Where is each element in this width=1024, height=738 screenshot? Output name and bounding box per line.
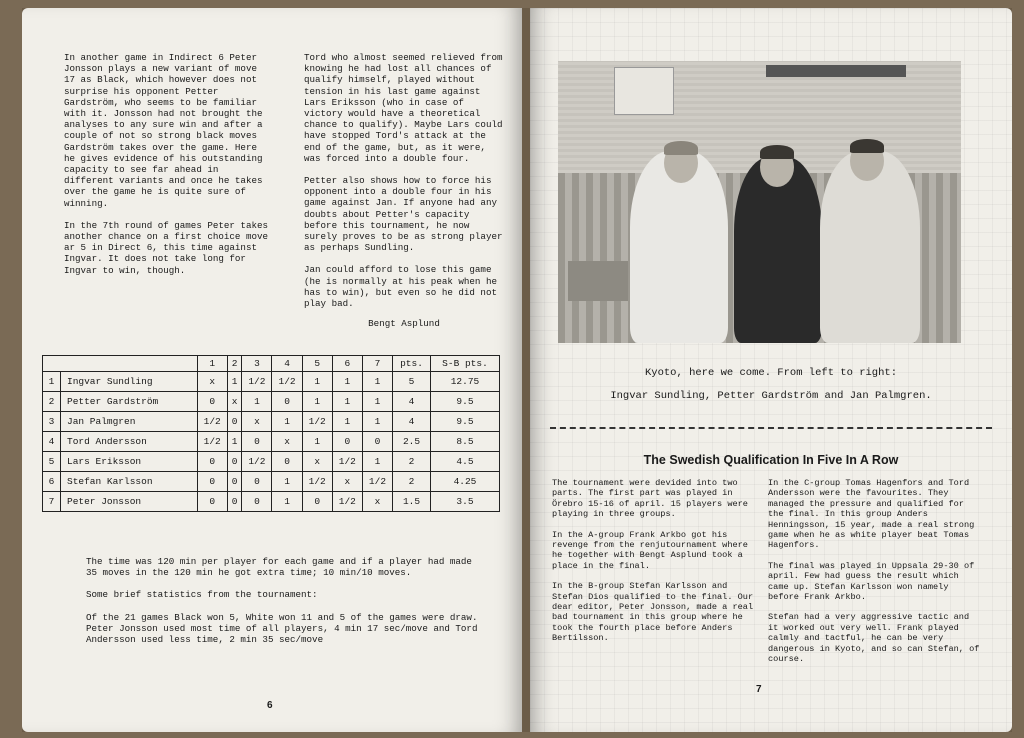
table-header: 6 [332, 356, 362, 372]
photo-bench [568, 261, 628, 301]
team-photo [558, 61, 961, 343]
statistics-text [86, 556, 486, 656]
table-header: 4 [272, 356, 302, 372]
table-cell: 0 [272, 452, 302, 472]
right-column-2 [768, 478, 980, 675]
table-header: 1 [197, 356, 227, 372]
page-number: 7 [756, 684, 762, 695]
table-cell: 4 [43, 432, 61, 452]
table-row [43, 412, 500, 432]
table-cell: 2 [393, 452, 431, 472]
table-cell: 0 [197, 492, 227, 512]
table-cell: 1/2 [197, 432, 227, 452]
table-cell: x [272, 432, 302, 452]
table-cell: 8.5 [430, 432, 499, 452]
table-cell: 1 [332, 392, 362, 412]
author-signature: Bengt Asplund [368, 318, 440, 330]
table-cell: 1 [227, 372, 242, 392]
player-name: Stefan Karlsson [61, 472, 198, 492]
table-cell: 0 [242, 492, 272, 512]
photo-caption-line-2: Ingvar Sundling, Petter Gardström and Jan Palmgren. [610, 390, 932, 402]
table-cell: 6 [43, 472, 61, 492]
table-cell: 1 [302, 432, 332, 452]
player-name: Lars Eriksson [61, 452, 198, 472]
paragraph: Some brief statistics from the tournament: [86, 589, 318, 601]
table-cell: 2 [43, 392, 61, 412]
photo-hair [760, 145, 794, 159]
paragraph: Stefan had a very aggressive tactic and it worked out very well. Frank played calmly and tactful, he can be very dangerous in Kyoto, and so can Stefan, of course. [768, 612, 980, 665]
table-cell: 0 [302, 492, 332, 512]
player-name: Tord Andersson [61, 432, 198, 452]
table-cell: 5 [43, 452, 61, 472]
table-cell: 1 [332, 412, 362, 432]
photo-caption-line-1: Kyoto, here we come. From left to right: [644, 367, 898, 379]
table-cell: 1/2 [242, 372, 272, 392]
table-row [43, 392, 500, 412]
table-cell: 1 [362, 392, 392, 412]
table-header: S-B pts. [430, 356, 499, 372]
table-cell: 1 [302, 392, 332, 412]
table-header: 5 [302, 356, 332, 372]
paragraph: In the 7th round of games Peter takes another chance on a first choice move ar 5 in Direct 6, this time against Ingvar. It does not take long for Ingvar to win, though. [64, 219, 268, 276]
table-cell: 1 [227, 432, 242, 452]
table-cell: 4.5 [430, 452, 499, 472]
table-cell: 1/2 [242, 452, 272, 472]
table-cell: 1/2 [332, 492, 362, 512]
paragraph: Of the 21 games Black won 5, White won 11 and 5 of the games were draw. Peter Jonsson used most time of all players, 4 min 17 sec/move and Tord Andersson used less time, 2 min 35 sec/move [86, 611, 478, 646]
table-cell: 0 [242, 432, 272, 452]
table-cell: x [332, 472, 362, 492]
table-cell: 1/2 [332, 452, 362, 472]
table-cell: 5 [393, 372, 431, 392]
left-column-1 [64, 52, 269, 287]
table-cell: 9.5 [430, 392, 499, 412]
table-cell: 9.5 [430, 412, 499, 432]
paragraph: In the A-group Frank Arkbo got his revenge from the renjutournament where he together with Bengt Asplund took a place in the final. [552, 529, 748, 571]
table-header: 7 [362, 356, 392, 372]
photo-hair [664, 141, 698, 155]
table-cell: x [227, 392, 242, 412]
player-name: Peter Jonsson [61, 492, 198, 512]
table-cell: 1/2 [302, 472, 332, 492]
table-header: 3 [242, 356, 272, 372]
table-cell: 3 [43, 412, 61, 432]
table-cell: 0 [332, 432, 362, 452]
table-cell: 1.5 [393, 492, 431, 512]
table-cell: x [242, 412, 272, 432]
table-cell: 1 [332, 372, 362, 392]
table-cell: 1/2 [197, 412, 227, 432]
table-cell: 0 [227, 452, 242, 472]
table-cell: 0 [227, 412, 242, 432]
table-cell: 0 [227, 492, 242, 512]
left-page [22, 8, 522, 732]
table-cell: 1 [362, 372, 392, 392]
table-cell: 1 [272, 412, 302, 432]
table-cell: 1 [272, 492, 302, 512]
table-cell: x [197, 372, 227, 392]
player-name: Ingvar Sundling [61, 372, 198, 392]
left-column-2 [304, 52, 504, 340]
table-cell: x [302, 452, 332, 472]
table-cell: 3.5 [430, 492, 499, 512]
paragraph: Petter also shows how to force his opponent into a double four in his game against Jan. If anyone had any doubts about Petter's capacity before this tournament, he now surely proves to be as strong player as perhaps Sundling. [304, 175, 503, 254]
dashed-divider [550, 427, 992, 429]
table-cell: 0 [197, 452, 227, 472]
right-column-1 [552, 478, 757, 654]
table-cell: 0 [227, 472, 242, 492]
table-cell: 0 [362, 432, 392, 452]
paragraph: In the C-group Tomas Hagenfors and Tord Andersson were the favourites. They managed the pressure and qualified for the final. In this group Anders Henningsson, 15 year, made a real strong game when he as white player beat Tomas Hagenfors. [768, 478, 975, 551]
photo-wall-frame [766, 65, 906, 77]
table-cell: 1 [43, 372, 61, 392]
photo-wall-picture [614, 67, 674, 115]
table-cell: 2.5 [393, 432, 431, 452]
table-cell: 1 [362, 412, 392, 432]
table-header: 2 [227, 356, 242, 372]
photo-hair [850, 139, 884, 153]
table-cell: 4 [393, 412, 431, 432]
paragraph: The final was played in Uppsala 29-30 of april. Few had guess the result which came up. Stefan Karlsson won namely before Frank Arkbo. [768, 560, 975, 603]
table-cell: 0 [242, 472, 272, 492]
table-cell: 1/2 [302, 412, 332, 432]
right-page [530, 8, 1012, 732]
table-cell: 1 [302, 372, 332, 392]
paragraph: Jan could afford to lose this game (he is normally at his peak when he has to win), but even so he did not play bad. [304, 264, 497, 310]
table-cell: 1/2 [272, 372, 302, 392]
paragraph: In another game in Indirect 6 Peter Jonsson plays a new variant of move 17 as Black, which however does not surprise his opponent Petter Gardström, who seems to be familiar with it. Jonsson had not brought the analyses to any sure win and after a couple of not so strong black moves Gardström takes over the game. Here he gives evidence of his outstanding capacity to see far ahead in different variants and once he takes over the game he is quite sure of winning. [64, 52, 263, 209]
table-header [43, 356, 198, 372]
table-row [43, 492, 500, 512]
table-row [43, 472, 500, 492]
table-row [43, 432, 500, 452]
results-table [42, 355, 500, 512]
table-cell: 1/2 [362, 472, 392, 492]
table-cell: 0 [272, 392, 302, 412]
table-cell: 1 [242, 392, 272, 412]
table-cell: x [362, 492, 392, 512]
table-cell: 1 [272, 472, 302, 492]
player-name: Petter Gardström [61, 392, 198, 412]
table-cell: 12.75 [430, 372, 499, 392]
paragraph: The tournament were devided into two parts. The first part was played in Örebro 15-16 of april. 15 players were playing in three groups. [552, 478, 748, 520]
page-number: 6 [267, 700, 273, 711]
table-cell: 4 [393, 392, 431, 412]
table-cell: 4.25 [430, 472, 499, 492]
paragraph: In the B-group Stefan Karlsson and Stefan Dios qualified to the final. Our dear editor, Peter Jonsson, made a real bad tournament in this group where he took the fourth place before Anders Bertilsson. [552, 581, 754, 644]
table-cell: 1 [362, 452, 392, 472]
booklet-spread [22, 8, 1012, 732]
player-name: Jan Palmgren [61, 412, 198, 432]
article-heading: The Swedish Qualification In Five In A Row [643, 453, 899, 467]
table-cell: 7 [43, 492, 61, 512]
table-row [43, 452, 500, 472]
table-cell: 2 [393, 472, 431, 492]
table-cell: 0 [197, 392, 227, 412]
table-row [43, 372, 500, 392]
paragraph: The time was 120 min per player for each game and if a player had made 35 moves in the 120 min he got extra time; 10 min/10 moves. [86, 556, 472, 579]
table-header: pts. [393, 356, 431, 372]
table-header-row [43, 356, 500, 372]
paragraph: Tord who almost seemed relieved from knowing he had lost all chances of qualify himself, played without tension in his last game against Lars Eriksson (who in case of victory would have a theoretical chance to qualify). Maybe Lars could have stopped Tord's attack at the end of the game, but, as it were, was forced into a double four. [304, 52, 503, 164]
table-cell: 0 [197, 472, 227, 492]
